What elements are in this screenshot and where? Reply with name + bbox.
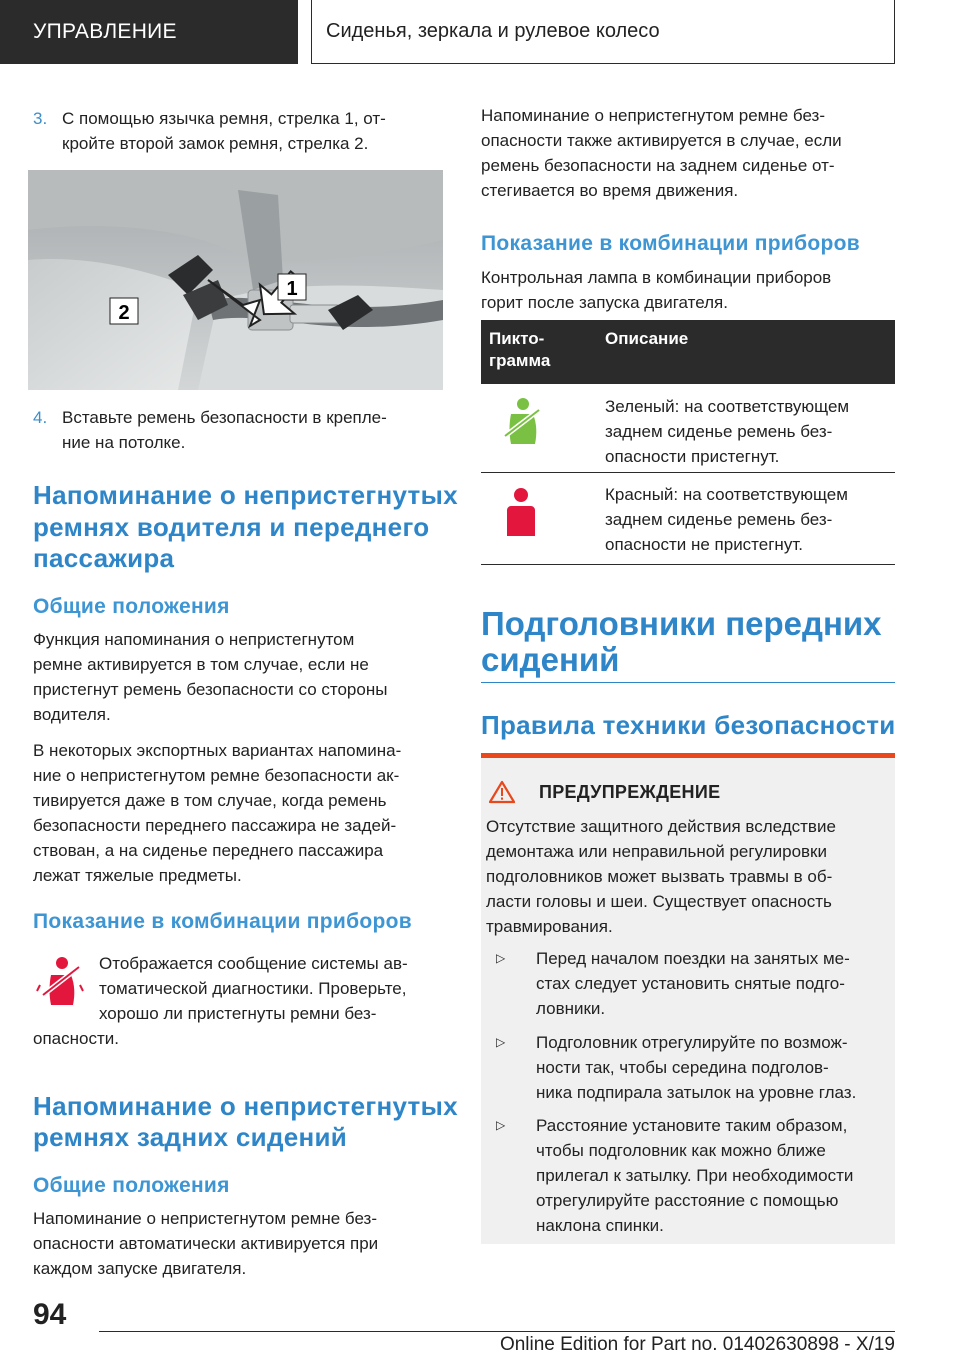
text-line: опасности. — [33, 1029, 119, 1048]
step-number: 3. — [33, 109, 48, 128]
subheading-general: Общие положения — [33, 1174, 230, 1197]
text-line: чтобы подголовник как можно ближе — [536, 1141, 826, 1160]
step-3 — [33, 106, 446, 156]
text-line: Отсутствие защитного действия вследствие — [486, 817, 836, 836]
heading-rule — [481, 682, 895, 683]
text-line: Пикто- — [489, 329, 545, 348]
text-line: безопасности переднего пассажира не задей- — [33, 816, 397, 835]
edition-note: Online Edition for Part no. 01402630898 - X/19 — [499, 1334, 895, 1355]
text-line: Напоминание о непристегнутом ремне без- — [33, 1209, 378, 1228]
text-line: опасности пристегнут. — [605, 447, 780, 466]
text-line: прилегал к затылку. При необходимости — [536, 1166, 854, 1185]
heading-rear-reminder-line: Напоминание о непристегнутых — [33, 1091, 458, 1121]
text-line: травмирования. — [486, 917, 613, 936]
text-line: тивируется даже в том случае, когда ремень — [33, 791, 387, 810]
text-line: грамма — [489, 351, 551, 370]
text-line: стегивается во время движения. — [481, 181, 739, 200]
text-line: Перед началом поездки на занятых ме- — [536, 949, 850, 968]
text-line: пристегнут ремень безопасности со стороны — [33, 680, 388, 699]
subheading-general: Общие положения — [33, 595, 230, 618]
text-line: подголовников может вызвать травмы в об- — [486, 867, 833, 886]
column-header-pictogram — [489, 328, 550, 372]
text-line: ствован, а на сиденье переднего пассажира — [33, 841, 384, 860]
paragraph-rear-unbuckle — [481, 103, 895, 203]
text-line: томатической диагностики. Проверьте, — [99, 979, 407, 998]
text-line: водителя. — [33, 705, 111, 724]
subheading-display: Показание в комбинации приборов — [481, 232, 860, 255]
seatbelt-buckle-photo — [28, 170, 443, 390]
text-line: Красный: на соответствующем — [605, 485, 848, 504]
warning-text — [486, 814, 891, 939]
text-line: заднем сиденье ремень без- — [605, 422, 833, 441]
seatbelt-green-icon — [501, 396, 541, 451]
display-message-text — [99, 951, 447, 1026]
callout-2: 2 — [118, 302, 130, 324]
seatbelt-red-icon — [501, 486, 541, 543]
paragraph-front-reminder — [33, 627, 448, 727]
text-line: ности так, чтобы середина подголов- — [536, 1058, 829, 1077]
subheading-display: Показание в комбинации приборов — [33, 910, 412, 933]
column-header-description: Описание — [605, 329, 689, 348]
callout-1: 1 — [286, 278, 298, 300]
text-line: наклона спинки. — [536, 1216, 664, 1235]
paragraph-export-variants — [33, 738, 448, 888]
step-text-line: С помощью язычка ремня, стрелка 1, от- — [62, 109, 386, 128]
text-line: Функция напоминания о непристегнутом — [33, 630, 355, 649]
heading-front-reminder-line: пассажира — [33, 543, 175, 573]
paragraph-rear-reminder — [33, 1206, 448, 1281]
footer-rule — [99, 1331, 895, 1332]
text-line: Подголовник отрегулируйте по возмож- — [536, 1033, 848, 1052]
bullet-triangle-icon: ▷ — [496, 1118, 506, 1132]
text-line: ловники. — [536, 999, 606, 1018]
text-line: Зеленый: на соответствующем — [605, 397, 850, 416]
section-tab — [0, 0, 298, 64]
text-line: стах следует установить снятые подго- — [536, 974, 845, 993]
table-cell-description — [605, 394, 849, 469]
text-line: Расстояние установите таким образом, — [536, 1116, 848, 1135]
heading-headrests-line: Подголовники передних — [481, 605, 882, 642]
text-line: лежат тяжелые предметы. — [33, 866, 242, 885]
heading-front-reminder-line: ремнях водителя и переднего — [33, 512, 430, 542]
text-line: хорошо ли пристегнуты ремни без- — [99, 1004, 377, 1023]
bullet-triangle-icon: ▷ — [496, 951, 506, 965]
text-line: горит после запуска двигателя. — [481, 293, 728, 312]
chapter-tab — [311, 0, 895, 64]
table-row — [481, 472, 895, 564]
step-4 — [33, 405, 446, 455]
text-line: ласти головы и шеи. Существует опасность — [486, 892, 832, 911]
text-line: Контрольная лампа в комбинации приборов — [481, 268, 832, 287]
step-number: 4. — [33, 408, 48, 427]
text-line: отрегулируйте расстояние с помощью — [536, 1191, 839, 1210]
table-header — [481, 320, 895, 384]
text-line: демонтажа или неправильной регулировки — [486, 842, 827, 861]
text-line: В некоторых экспортных вариантах напомина- — [33, 741, 402, 760]
step-text-line: кройте второй замок ремня, стрелка 2. — [62, 134, 369, 153]
text-line: ремень безопасности на заднем сиденье от- — [481, 156, 835, 175]
chapter-title: Сиденья, зеркала и рулевое колесо — [326, 20, 660, 42]
text-line: ремне активируется в том случае, если не — [33, 655, 369, 674]
text-line: каждом запуске двигателя. — [33, 1259, 247, 1278]
table-row — [481, 384, 895, 472]
text-line: опасности также активируется в случае, если — [481, 131, 842, 150]
heading-headrests-line: сидений — [481, 641, 620, 678]
step-text-line: Вставьте ремень безопасности в крепле- — [62, 408, 387, 427]
text-line: опасности автоматически активируется при — [33, 1234, 379, 1253]
text-line: Напоминание о непристегнутом ремне без- — [481, 106, 826, 125]
heading-rear-reminder-line: ремнях задних сидений — [33, 1122, 348, 1152]
heading-front-reminder-line: Напоминание о непристегнутых — [33, 480, 458, 510]
warning-box — [481, 753, 895, 1244]
paragraph-lamp — [481, 265, 895, 315]
bullet-triangle-icon: ▷ — [496, 1035, 506, 1049]
table-cell-description — [605, 482, 848, 557]
page-number: 94 — [33, 1298, 67, 1331]
section-title: УПРАВЛЕНИЕ — [33, 20, 177, 43]
seatbelt-warning-icon — [35, 955, 85, 1011]
text-line: ние о непристегнутом ремне безопасности ак- — [33, 766, 400, 785]
text-line: ника подпирала затылок на уровне глаз. — [536, 1083, 857, 1102]
text-line: заднем сиденье ремень без- — [605, 510, 833, 529]
step-text-line: ние на потолке. — [62, 433, 186, 452]
warning-title: ПРЕДУПРЕЖДЕНИЕ — [539, 782, 721, 802]
table-divider — [481, 564, 895, 565]
text-line: Отображается сообщение системы ав- — [99, 954, 408, 973]
heading-safety-rules: Правила техники безопасности — [481, 710, 896, 740]
text-line: опасности не пристегнут. — [605, 535, 803, 554]
warning-triangle-icon — [489, 780, 515, 809]
